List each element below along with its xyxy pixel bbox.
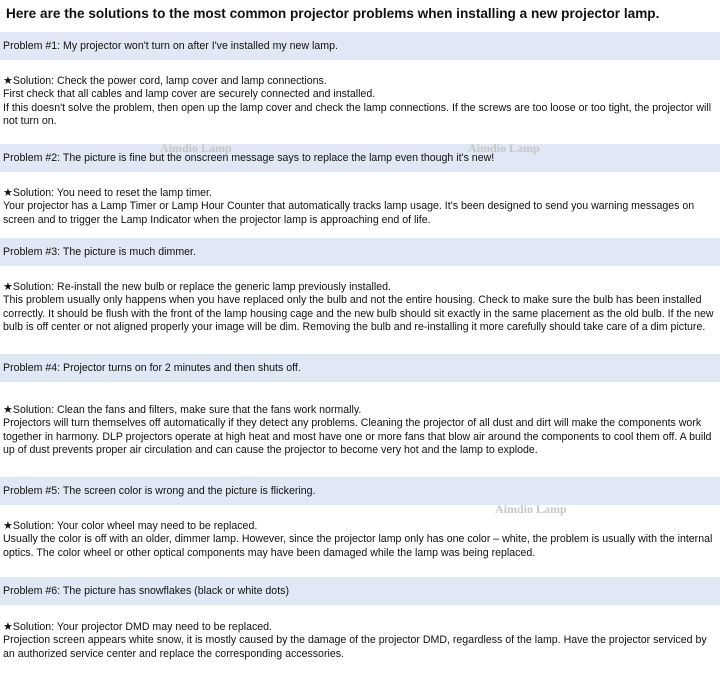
star-icon: ★ [3,187,13,199]
star-icon: ★ [3,404,13,416]
solution-block-5 [3,520,715,560]
solution-block-3 [3,281,715,335]
star-icon: ★ [3,520,13,532]
solution-title: ★Solution: Clean the fans and filters, make sure that the fans work normally. [3,404,362,416]
solution-block-1 [3,75,715,129]
problem-header-1: Problem #1: My projector won't turn on after I've installed my new lamp. [0,32,720,60]
solution-text: Usually the color is off with an older, dimmer lamp. However, since the projector lamp only has one color – white, the problem is usually with the internal optics. The color wheel or other optical components may have been damaged while the lamp was being replaced. [3,533,713,559]
problem-header-5: Problem #5: The screen color is wrong and the picture is flickering. [0,477,720,505]
solution-title: ★Solution: Re-install the new bulb or replace the generic lamp previously installed. [3,281,391,293]
solution-block-4 [3,404,715,458]
watermark: Aimdio Lamp [468,141,540,155]
solution-text: If this doesn't solve the problem, then open up the lamp cover and check the lamp connections. If the screws are too loose or too tight, the projector will not turn on. [3,101,712,128]
problem-header-3: Problem #3: The picture is much dimmer. [0,238,720,266]
solution-text: First check that all cables and lamp cover are securely connected and installed. [3,88,376,101]
star-icon: ★ [3,75,13,87]
solution-text: This problem usually only happens when you have replaced only the bulb and not the entire housing. Check to make sure the bulb has been installed correctly. It should be flush with the front of the lamp housing cage and the new bulb should sit exactly in the same placement as the old bulb. If the new bulb is off center or not aligned properly your image will be dim. Removing the bulb and re-installing it more carefully should take care of a dim picture. [3,294,714,334]
watermark: Aimdio Lamp [160,141,232,155]
solution-text: Projection screen appears white snow, it is mostly caused by the damage of the projector DMD, regardless of the lamp. Have the projector serviced by an authorized service center and replace the corresponding accessories. [3,634,707,660]
problem-header-2: Problem #2: The picture is fine but the onscreen message says to replace the lamp even though it's new! [0,144,720,172]
solution-title: ★Solution: Check the power cord, lamp cover and lamp connections. [3,75,327,87]
page-title: Here are the solutions to the most common projector problems when installing a new projector lamp. [6,6,660,21]
solution-text: Projectors will turn themselves off automatically if they detect any problems. Cleaning the projector of all dust and dirt will make the components work together in harmony. DLP projectors operate at high heat and most have one or more fans that blow air around the components to cool them off. A build up of dust prevents proper air circulation and can cause the projector to become very hot and the lamp to explode. [3,417,712,457]
star-icon: ★ [3,621,13,633]
solution-block-2 [3,187,715,227]
star-icon: ★ [3,281,13,293]
solution-title: ★Solution: Your color wheel may need to be replaced. [3,520,258,532]
solution-block-6 [3,621,715,661]
watermark: Aimdio Lamp [495,502,567,516]
solution-title: ★Solution: Your projector DMD may need to be replaced. [3,621,272,633]
problem-header-4: Problem #4: Projector turns on for 2 minutes and then shuts off. [0,354,720,382]
solution-text: Your projector has a Lamp Timer or Lamp Hour Counter that automatically tracks lamp usage. It's been designed to send you warning messages on screen and to trigger the Lamp Indicator when the projector lamp is approaching end of life. [3,200,695,226]
solution-title: ★Solution: You need to reset the lamp timer. [3,187,212,199]
problem-header-6: Problem #6: The picture has snowflakes (black or white dots) [0,577,720,605]
